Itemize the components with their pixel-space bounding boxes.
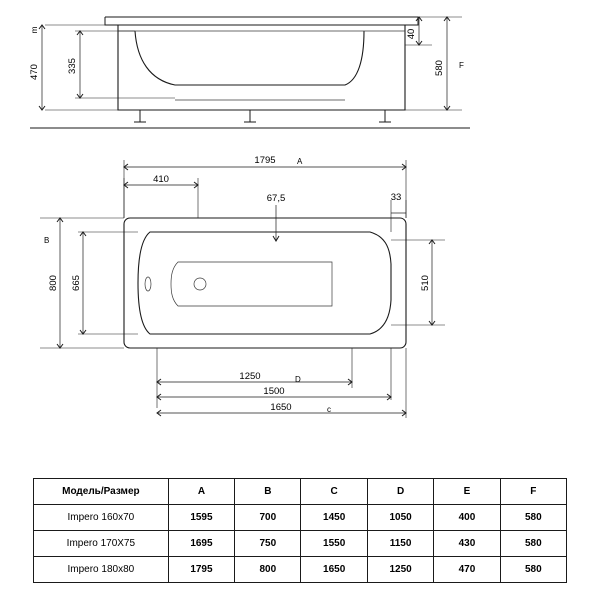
drain-circle bbox=[194, 278, 206, 290]
dim-1650-label: 1650 bbox=[270, 402, 292, 413]
dim-335-label: 335 bbox=[67, 58, 78, 74]
side-top-rail-inner bbox=[105, 17, 418, 25]
dim-470-unit: m bbox=[29, 26, 39, 34]
value-f: 580 bbox=[500, 505, 566, 531]
value-b: 800 bbox=[235, 557, 301, 583]
letter-F-label: F bbox=[459, 61, 464, 70]
model-name: Impero 160x70 bbox=[34, 505, 169, 531]
dim-40-label: 40 bbox=[406, 28, 417, 40]
value-c: 1450 bbox=[301, 505, 367, 531]
table-header-b: B bbox=[235, 479, 301, 505]
side-view-group bbox=[29, 17, 470, 128]
top-tub-inner-bowl bbox=[138, 232, 391, 334]
value-e: 430 bbox=[434, 531, 500, 557]
dim-1795-label: 1795 bbox=[254, 155, 276, 166]
letter-C-label: c bbox=[327, 405, 331, 414]
value-c: 1650 bbox=[301, 557, 367, 583]
table-row bbox=[34, 505, 567, 531]
side-tub-inner-profile bbox=[135, 31, 364, 85]
dim-800-label: 800 bbox=[48, 275, 59, 291]
dim-1500-label: 1500 bbox=[263, 386, 285, 397]
letter-B-label: B bbox=[44, 236, 50, 245]
letter-A-label: A bbox=[297, 157, 303, 166]
specification-table bbox=[33, 478, 567, 583]
value-d: 1250 bbox=[367, 557, 433, 583]
dim-665-label: 665 bbox=[71, 275, 82, 291]
table-header-c: C bbox=[301, 479, 367, 505]
value-d: 1050 bbox=[367, 505, 433, 531]
letter-D-label: D bbox=[295, 375, 301, 384]
value-a: 1595 bbox=[168, 505, 234, 531]
table-header-f: F bbox=[500, 479, 566, 505]
value-a: 1795 bbox=[168, 557, 234, 583]
value-e: 470 bbox=[434, 557, 500, 583]
value-d: 1150 bbox=[367, 531, 433, 557]
value-b: 750 bbox=[235, 531, 301, 557]
model-name: Impero 180x80 bbox=[34, 557, 169, 583]
value-f: 580 bbox=[500, 531, 566, 557]
top-view-group bbox=[40, 155, 445, 418]
value-c: 1550 bbox=[301, 531, 367, 557]
table-header-a: A bbox=[168, 479, 234, 505]
table-header-row bbox=[34, 479, 567, 505]
dim-580-label: 580 bbox=[434, 60, 445, 76]
value-a: 1695 bbox=[168, 531, 234, 557]
dim-33-label: 33 bbox=[390, 192, 402, 203]
table-header-model: Модель/Размер bbox=[34, 479, 169, 505]
table-header-e: E bbox=[434, 479, 500, 505]
value-b: 700 bbox=[235, 505, 301, 531]
side-tub-outer bbox=[118, 25, 405, 110]
dim-510-label: 510 bbox=[420, 275, 431, 291]
dim-1250-label: 1250 bbox=[239, 371, 261, 382]
top-tub-seat-area bbox=[171, 262, 332, 306]
dim-67-5-label: 67,5 bbox=[266, 193, 286, 204]
dim-410-label: 410 bbox=[153, 174, 169, 185]
table-row bbox=[34, 531, 567, 557]
overflow-ellipse bbox=[145, 277, 151, 291]
value-e: 400 bbox=[434, 505, 500, 531]
table-header-d: D bbox=[367, 479, 433, 505]
side-legs bbox=[140, 110, 385, 122]
value-f: 580 bbox=[500, 557, 566, 583]
table-row bbox=[34, 557, 567, 583]
top-tub-outline bbox=[124, 218, 406, 348]
model-name: Impero 170X75 bbox=[34, 531, 169, 557]
dim-470-label: 470 bbox=[29, 64, 40, 80]
